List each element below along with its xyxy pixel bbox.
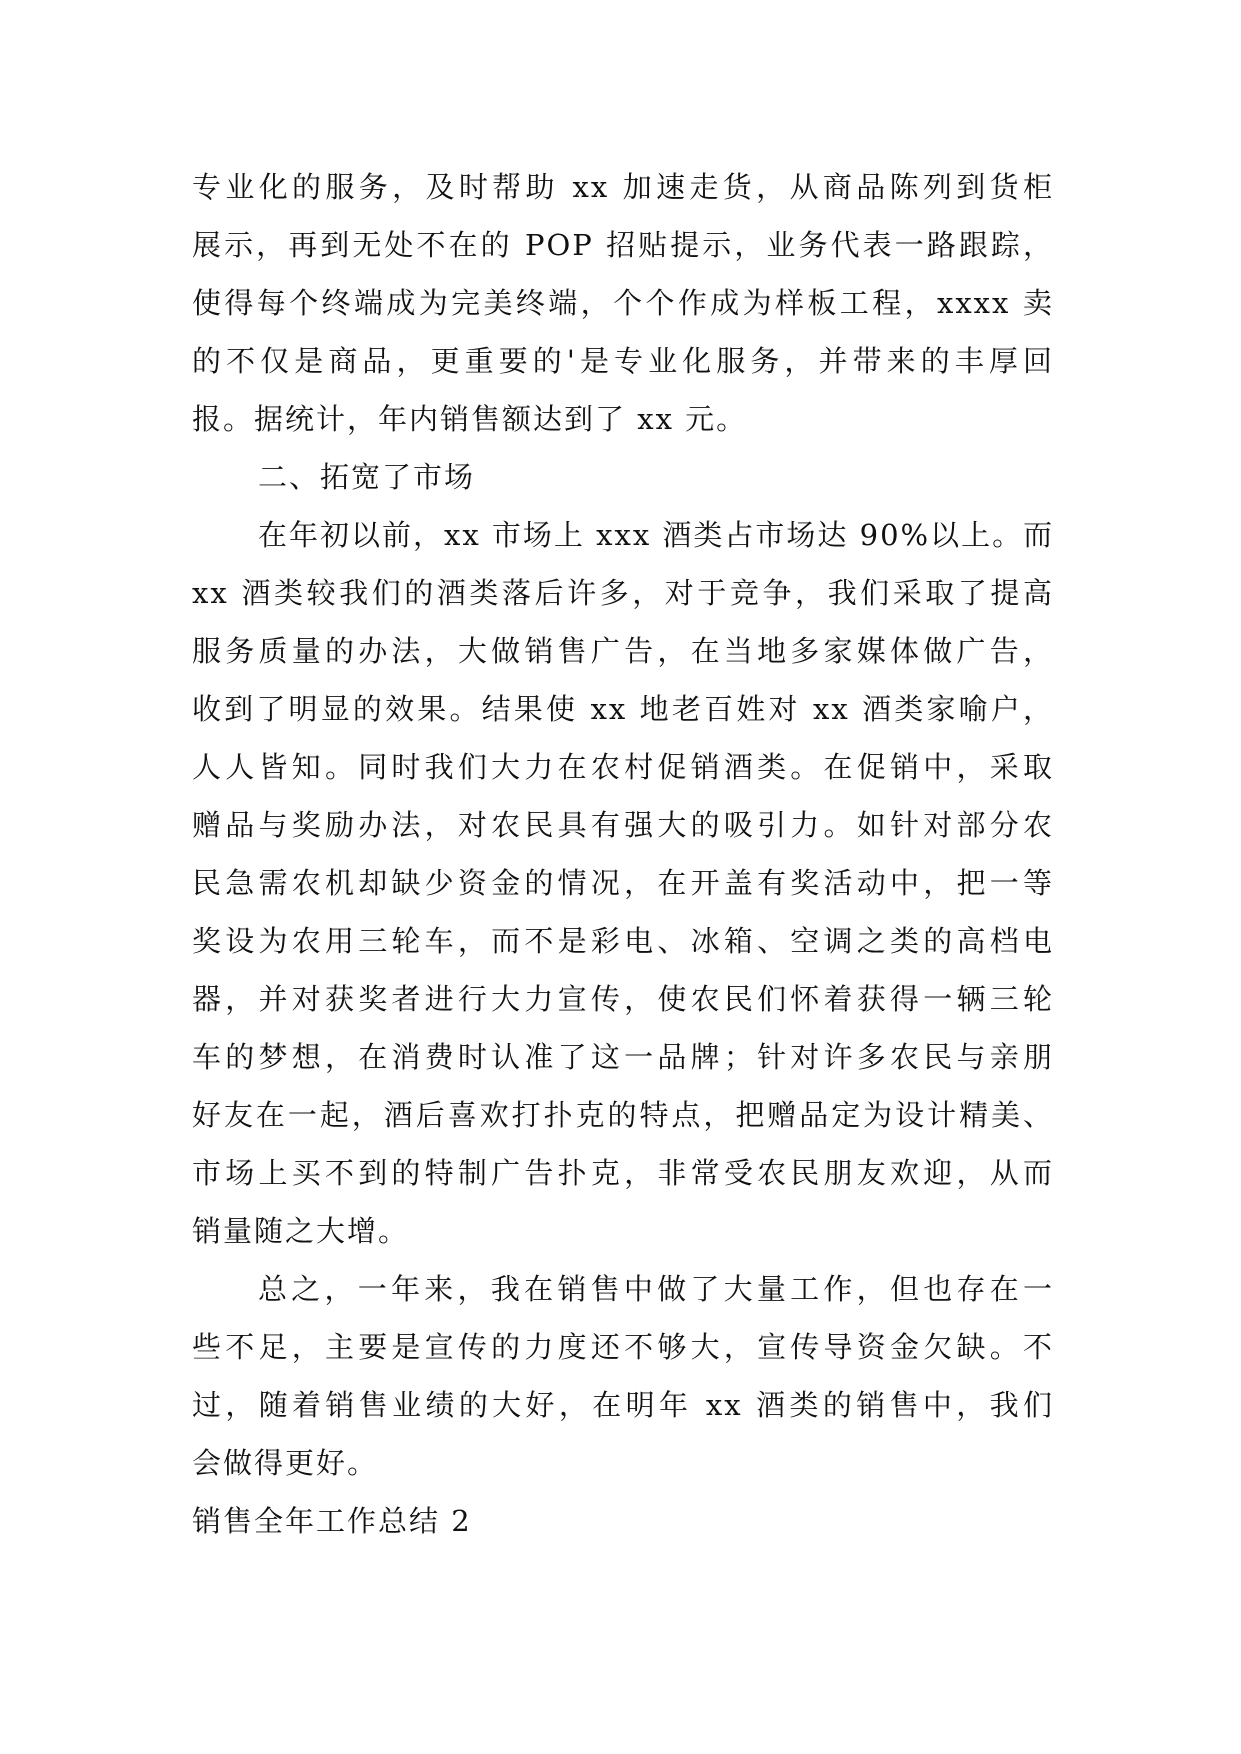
paragraph-line: 人人皆知。同时我们大力在农村促销酒类。在促销中，采取 [192, 750, 1054, 784]
paragraph-line: 民急需农机却缺少资金的情况，在开盖有奖活动中，把一等 [192, 866, 1054, 900]
paragraph-line: 服务质量的办法，大做销售广告，在当地多家媒体做广告， [192, 634, 1054, 668]
paragraph-line: 市场上买不到的特制广告扑克，非常受农民朋友欢迎，从而 [192, 1156, 1054, 1190]
paragraph-line: 收到了明显的效果。结果使 xx 地老百姓对 xx 酒类家喻户， [192, 692, 1054, 726]
paragraph-line: 报。据统计，年内销售额达到了 xx 元。 [192, 402, 748, 436]
paragraph-line: 赠品与奖励办法，对农民具有强大的吸引力。如针对部分农 [192, 808, 1054, 842]
paragraph-line: 过，随着销售业绩的大好，在明年 xx 酒类的销售中，我们 [192, 1388, 1054, 1422]
paragraph-line: 展示，再到无处不在的 POP 招贴提示，业务代表一路跟踪， [192, 228, 1054, 262]
paragraph-line: 器，并对获奖者进行大力宣传，使农民们怀着获得一辆三轮 [192, 982, 1054, 1016]
paragraph-line: 的不仅是商品，更重要的'是专业化服务，并带来的丰厚回 [192, 344, 1054, 378]
paragraph-line: 专业化的服务，及时帮助 xx 加速走货，从商品陈列到货柜 [192, 170, 1054, 204]
paragraph-line: 好友在一起，酒后喜欢打扑克的特点，把赠品定为设计精美、 [192, 1098, 1054, 1132]
section-heading: 二、拓宽了市场 [258, 460, 476, 494]
paragraph-line: 奖设为农用三轮车，而不是彩电、冰箱、空调之类的高档电 [192, 924, 1054, 958]
paragraph-line: xx 酒类较我们的酒类落后许多，对于竞争，我们采取了提高 [192, 576, 1054, 610]
paragraph-line: 使得每个终端成为完美终端，个个作成为样板工程，xxxx 卖 [192, 286, 1054, 320]
paragraph-line: 会做得更好。 [192, 1446, 379, 1480]
section-title: 销售全年工作总结 2 [192, 1504, 472, 1538]
paragraph-line: 些不足，主要是宣传的力度还不够大，宣传导资金欠缺。不 [192, 1330, 1054, 1364]
paragraph-line: 车的梦想，在消费时认准了这一品牌；针对许多农民与亲朋 [192, 1040, 1054, 1074]
document-body [192, 158, 1054, 1550]
paragraph-line: 销量随之大增。 [192, 1214, 410, 1248]
paragraph-line: 总之，一年来，我在销售中做了大量工作，但也存在一 [258, 1272, 1054, 1306]
paragraph-line: 在年初以前，xx 市场上 xxx 酒类占市场达 90%以上。而 [258, 518, 1055, 552]
